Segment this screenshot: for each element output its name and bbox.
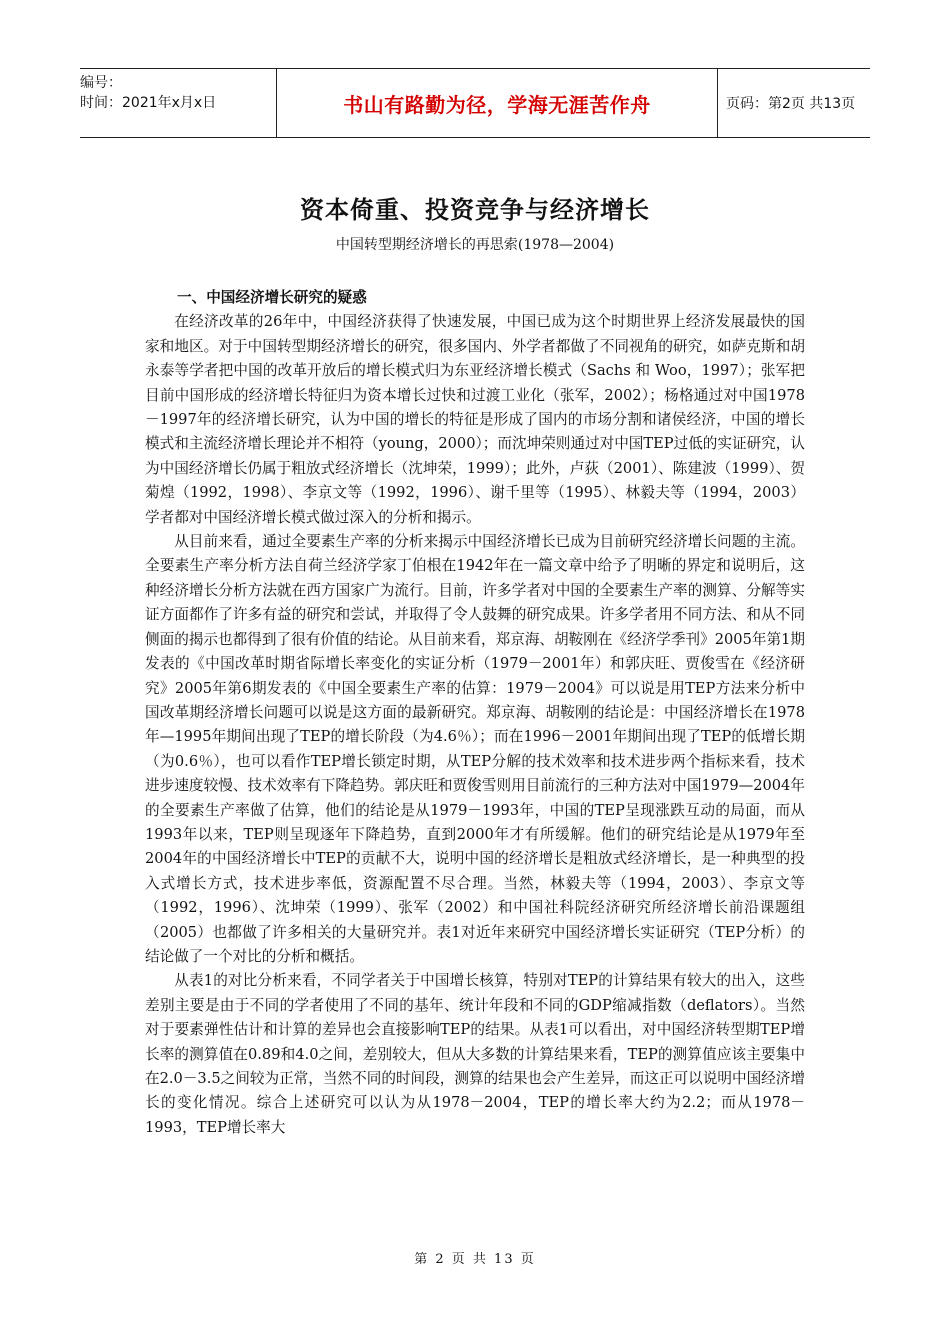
header-meta xyxy=(80,69,270,141)
number-label: 编号： xyxy=(80,75,122,91)
header-page-cell xyxy=(726,69,870,137)
page-footer: 第 2 页 共 13 页 xyxy=(414,1252,536,1267)
header-motto: 书山有路勤为径，学海无涯苦作舟 xyxy=(343,92,651,117)
page-header xyxy=(80,68,870,138)
paragraph-3: 从表1的对比分析来看，不同学者关于中国增长核算，特别对TEP的计算结果有较大的出入，这些差别主要是由于不同的学者使用了不同的基年、统计年段和不同的GDP缩减指数（deflators）。当然对于要素弹性估计和计算的差异也会直接影响TEP的结果。从表1可以看出，对中国经济转型期TEP增长率的测算值在0.89和4.0之间，差别较大，但从大多数的计算结果来看，TEP的测算值应该主要集中在2.0－3.5之间较为正常，当然不同的时间段，测算的结果也会产生差异，而这正可以说明中国经济增长的变化情况。综合上述研究可以认为从1978－2004，TEP的增长率大约为2.2；而从1978－1993，TEP增长率大 xyxy=(145,972,805,1136)
paragraph-2: 从目前来看，通过全要素生产率的分析来揭示中国经济增长已成为目前研究经济增长问题的主流。全要素生产率分析方法自荷兰经济学家丁伯根在1942年在一篇文章中给予了明晰的界定和说明后，这种经济增长分析方法就在西方国家广为流行。目前，许多学者对中国的全要素生产率的测算、分解等实证方面都作了许多有益的研究和尝试，并取得了令人鼓舞的研究成果。许多学者用不同方法、和从不同侧面的揭示也都得到了很有价值的结论。从目前来看，郑京海、胡鞍刚在《经济学季刊》2005年第1期发表的《中国改革时期省际增长率变化的实证分析（1979－2001年）和郭庆旺、贾俊雪在《经济研究》2005年第6期发表的《中国全要素生产率的估算：1979－2004》可以说是用TEP方法来分析中国改革期经济增长问题可以说是这方面的最新研究。郑京海、胡鞍刚的结论是：中国经济增长在1978年—1995年期间出现了TEP的增长阶段（为4.6％）；而在1996－2001年期间出现了TEP的低增长期（为0.6％），也可以看作TEP增长锁定时期，从TEP分解的技术效率和技术进步两个指标来看，技术进步速度较慢、技术效率有下降趋势。郭庆旺和贾俊雪则用目前流行的三种方法对中国1979—2004年的全要素生产率做了估算，他们的结论是从1979－1993年，中国的TEP呈现涨跌互动的局面，而从1993年以来，TEP则呈现逐年下降趋势，直到2000年才有所缓解。他们的研究结论是从1979年至2004年的中国经济增长中TEP的贡献不大，说明中国的经济增长是粗放式经济增长，是一种典型的投入式增长方式，技术进步率低，资源配置不尽合理。当然，林毅夫等（1994，2003）、李京文等（1992，1996）、沈坤荣（1999）、张军（2002）和中国社科院经济研究所经济增长前沿课题组（2005）也都做了许多相关的大量研究并。表1对近年来研究中国经济增长实证研究（TEP分析）的结论做了一个对比的分析和概括。 xyxy=(145,533,805,965)
document-title: 资本倚重、投资竞争与经济增长 xyxy=(300,196,650,224)
paragraph-1: 在经济改革的26年中，中国经济获得了快速发展，中国已成为这个时期世界上经济发展最快的国家和地区。对于中国转型期经济增长的研究，很多国内、外学者都做了不同视角的研究，如萨克斯和胡永泰等学者把中国的改革开放后的增长模式归为东亚经济增长模式（Sachs 和 Woo，1997）；张军把目前中国形成的经济增长特征归为资本增长过快和过渡工业化（张军，2002）；杨格通过对中国1978－1997年的经济增长研究，认为中国的增长的特征是形成了国内的市场分割和诸侯经济，中国的增长模式和主流经济增长理论并不相符（young，2000）；而沈坤荣则通过对中国TEP过低的实证研究，认为中国经济增长仍属于粗放式经济增长（沈坤荣，1999）；此外，卢荻（2001）、陈建波（1999）、贺菊煌（1992，1998）、李京文等（1992，1996）、谢千里等（1995）、林毅夫等（1994，2003）学者都对中国经济增长模式做过深入的分析和揭示。 xyxy=(145,313,805,526)
document-body xyxy=(145,286,805,1140)
document-subtitle: 中国转型期经济增长的再思索(1978—2004) xyxy=(335,237,615,253)
date-label: 时间：2021年x月x日 xyxy=(80,95,217,111)
section-heading: 一、中国经济增长研究的疑惑 xyxy=(177,289,367,306)
header-page-label: 页码：第2页 共13页 xyxy=(726,96,856,112)
header-motto-cell xyxy=(276,69,718,137)
